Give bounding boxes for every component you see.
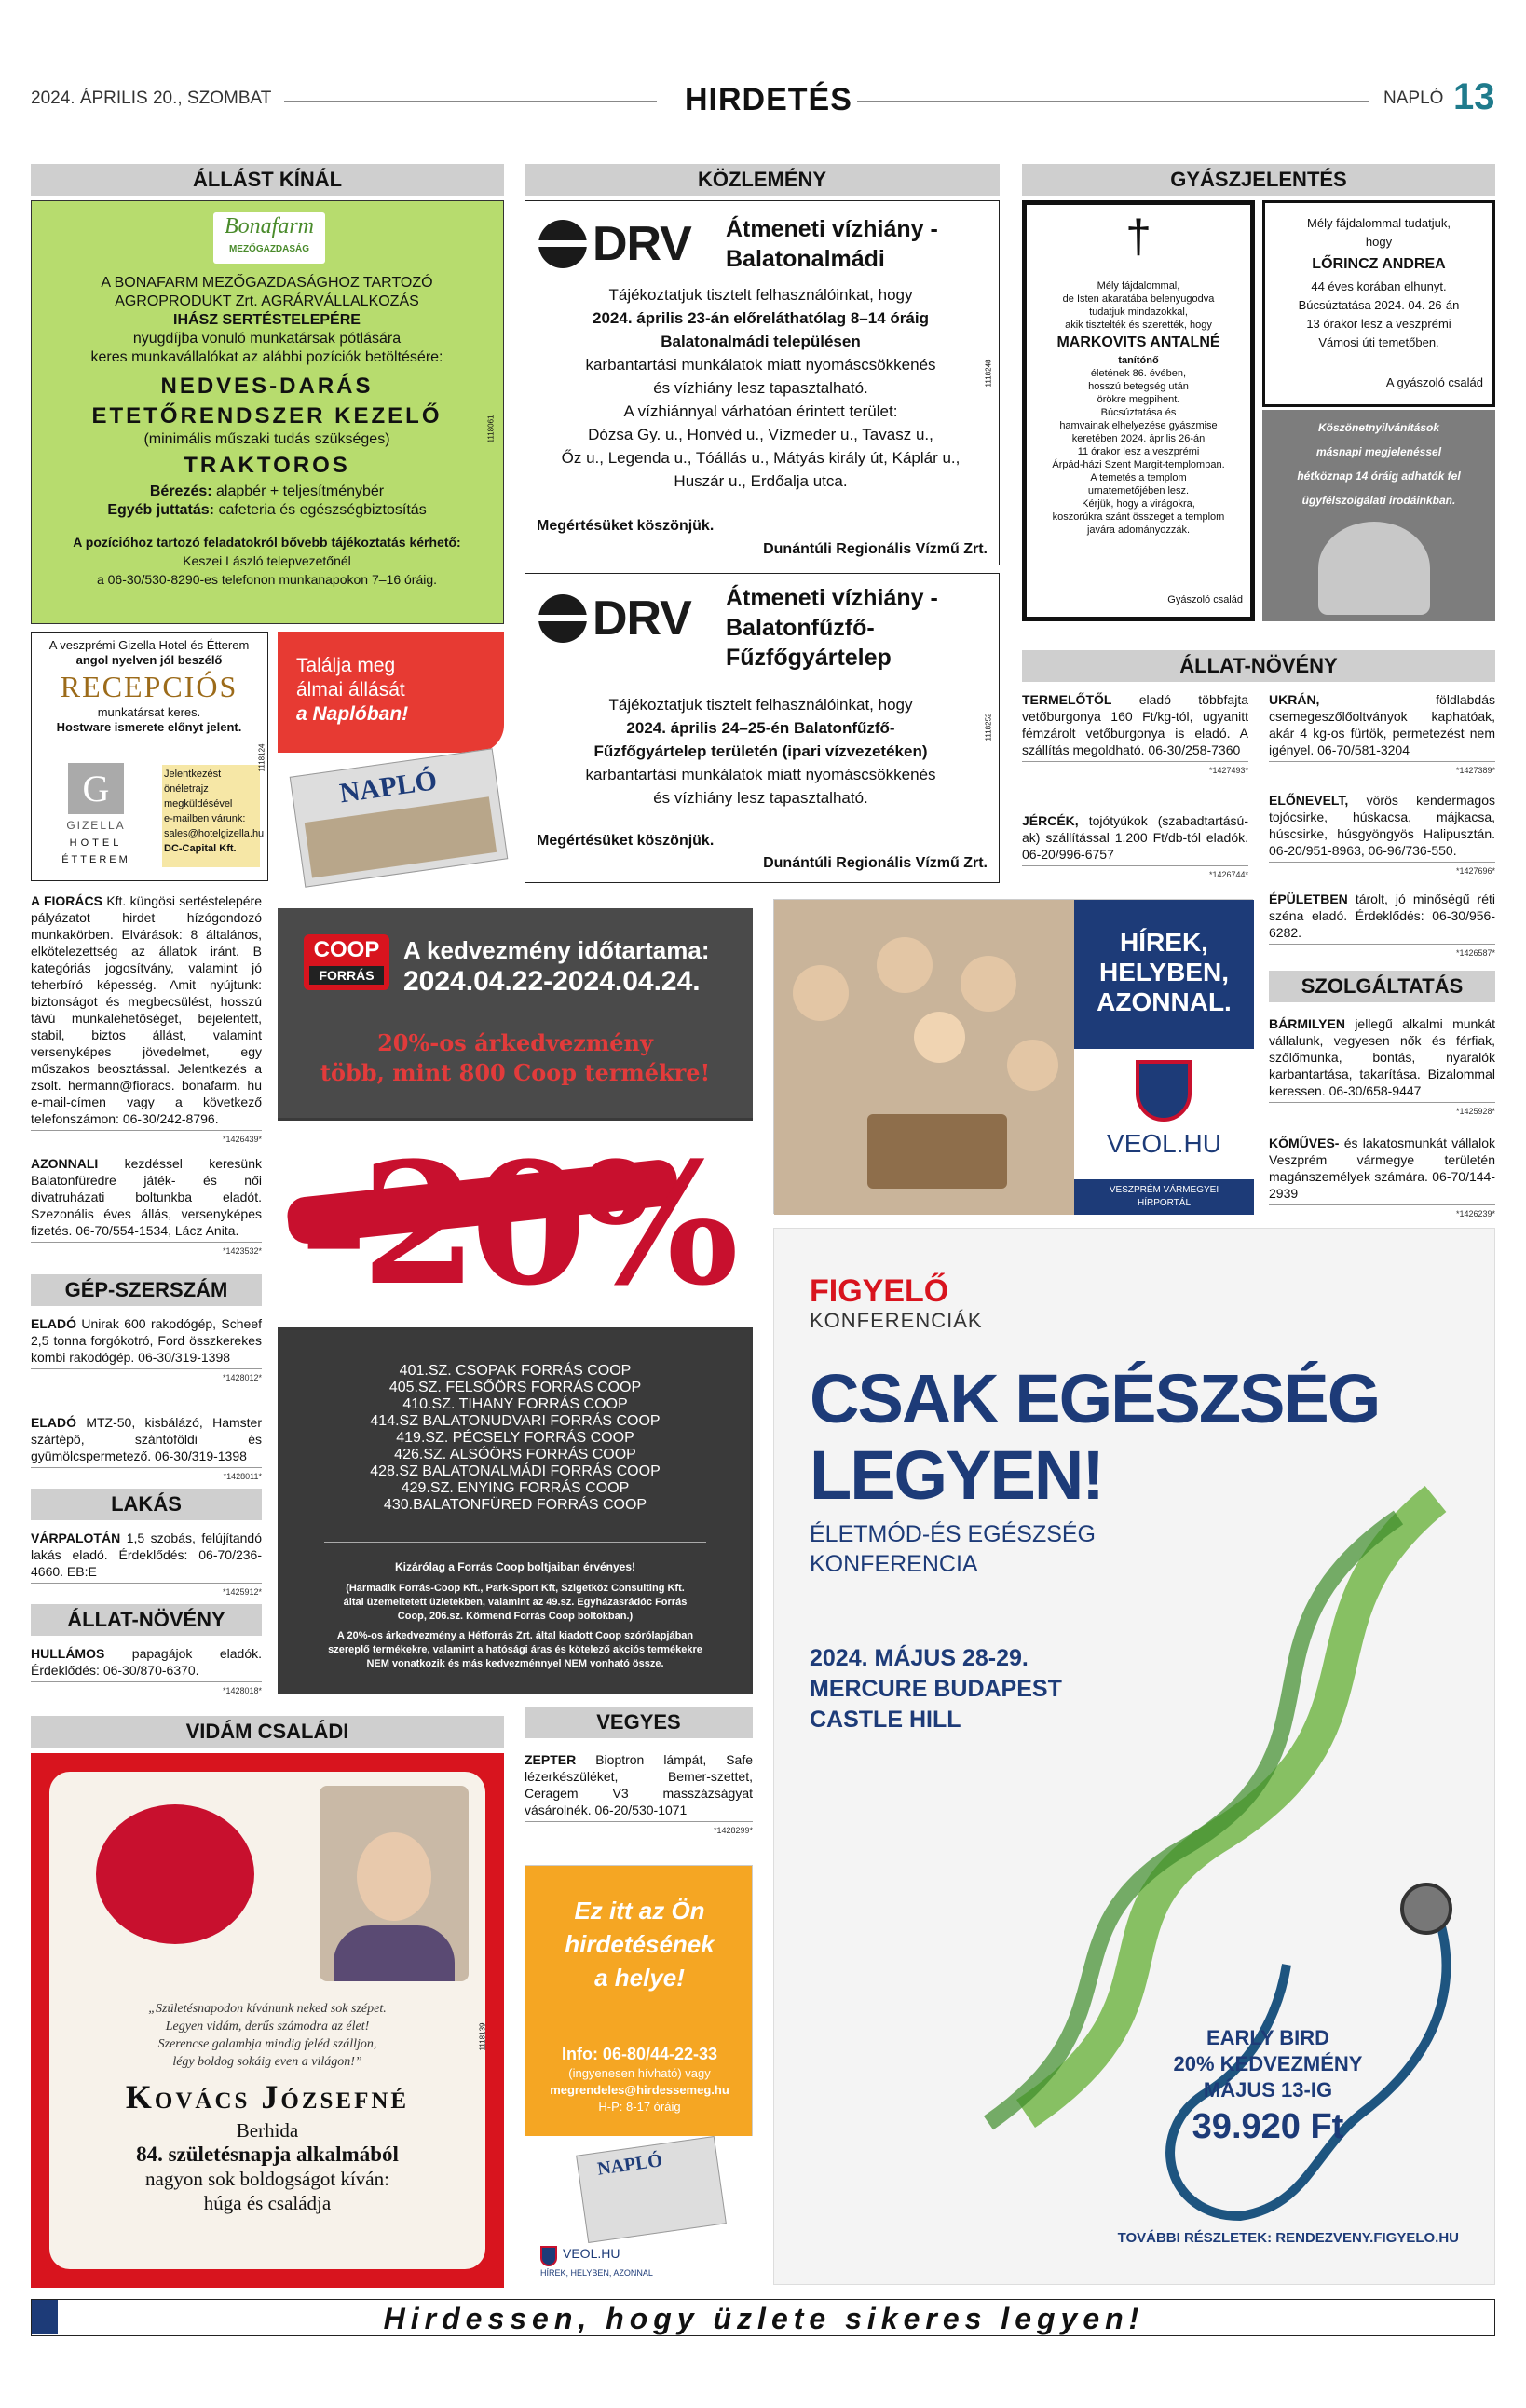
bonafarm-line2: AGROPRODUKT Zrt. AGRÁRVÁLLALKOZÁS (115, 293, 419, 309)
drv1-l6: A vízhiánnyal várhatóan érintett terület: (623, 402, 898, 420)
epuletben-code: *1426587* (1269, 944, 1495, 961)
bonafarm-pos2: ETETŐRENDSZER KEZELŐ (91, 403, 443, 429)
gizella-c4: e-mailben várunk: (164, 813, 246, 824)
obituary-lorincz (1262, 200, 1495, 407)
lakas-text: 1,5 szobás, felújítandó lakás eladó. Érdeklődés: 06-70/236-4660. EB:E (31, 1531, 262, 1579)
naplo-promo-l1: Találja meg (296, 655, 396, 676)
coop-store-8: 429.SZ. ENYING FORRÁS COOP (401, 1480, 630, 1496)
zepter-text: Bioptron lámpát, Safe lézerkészüléket, Bemer-szettet, Ceragem V3 masszázságyat vásárolnék. 06-20/530-1071 (525, 1752, 753, 1817)
classified-lakas (31, 1530, 262, 1600)
g1-l2: de Isten akaratába belenyugodva (1062, 293, 1215, 305)
veol-shield-icon (1136, 1060, 1192, 1122)
g2-l2: hogy (1365, 235, 1393, 249)
drv-logo-1: DRV (593, 217, 691, 271)
hullamos-code: *1428018* (31, 1681, 262, 1699)
drv1-code: 1118248 (984, 359, 993, 388)
bonafarm-line4: nyugdíjba vonuló munkatársak pótlására (132, 331, 402, 347)
barmilyen-code: *1425928* (1269, 1102, 1495, 1120)
adspace-logo-sub: HÍREK, HELYBEN, AZONNAL (540, 2268, 653, 2278)
figyelo-more-link[interactable]: TOVÁBBI RÉSZLETEK: RENDEZVENY.FIGYELO.HU (1117, 2230, 1459, 2246)
bonafarm-line5: keres munkavállalókat az alábbi pozíciók betöltésére: (90, 349, 443, 365)
gizella-big: RECEPCIÓS (60, 670, 238, 703)
drv1-title1: Átmeneti vízhiány - (726, 216, 938, 242)
coop-f4: Coop, 206.sz. Körmend Forrás Coop boltokban.) (397, 1611, 634, 1622)
elonevelt-text: vörös kendermagos tojócsirke, húskacsa, májkacsa, húscsirke, húsgyöngyös Halipusztán. 06-20/951-8963, 06-96/736-550. (1269, 793, 1495, 858)
kosz-l2: másnapi megjelenéssel (1315, 445, 1442, 458)
g1-name: MARKOVITS ANTALNÉ (1056, 334, 1220, 350)
drv1-sign: Dunántúli Regionális Vízmű Zrt. (763, 541, 988, 557)
coop-ad (278, 908, 753, 1694)
g1-l9: hamvainak elhelyezése gyászmise (1059, 420, 1218, 431)
coop-store-9: 430.BALATONFÜRED FORRÁS COOP (383, 1497, 647, 1513)
hullamos-head: HULLÁMOS (31, 1646, 105, 1661)
gep-2-code: *1428011* (31, 1467, 262, 1485)
bonafarm-line3: IHÁSZ SERTÉSTELEPÉRE (173, 312, 361, 328)
coop-f6: szereplő termékekre, valamint a hatósági áras és kötelező akciós termékekre (328, 1644, 702, 1655)
drv2-l4: karbantartási munkálatok miatt nyomáscsökkenés (585, 766, 936, 783)
bonafarm-pos3: TRAKTOROS (184, 453, 350, 478)
jercek-head: JÉRCÉK, (1022, 813, 1079, 828)
zepter-head: ZEPTER (525, 1752, 577, 1767)
elonevelt-head: ELŐNEVELT, (1269, 793, 1349, 808)
naplo-promo-l3: a Naplóban! (296, 703, 409, 725)
gizella-logo-hotel: HOTEL (69, 837, 123, 849)
ukran-code: *1427389* (1269, 761, 1495, 779)
coop-big-discount: -20% (298, 1126, 732, 1323)
figyelo-discount: 20% KEDVEZMÉNY (1173, 2052, 1363, 2075)
g1-l6: hosszú betegség után (1088, 381, 1189, 392)
ad-space-promo (525, 1865, 753, 2289)
gep-1-head: ELADÓ (31, 1316, 76, 1331)
bonafarm-info2: Keszei László telepvezetőnél (183, 553, 351, 568)
gizella-ad (31, 632, 268, 881)
section-lakas: LAKÁS (31, 1489, 262, 1520)
gizella-c1: Jelentkezést (164, 769, 222, 780)
family-photo (774, 900, 1074, 1215)
ukran-text: földlabdás csemegeszőlőoltványok kaphatóak, akár 4 kg-os fürtök, permetezést nem igényel. 06-70/581-3204 (1269, 692, 1495, 757)
gep-2-head: ELADÓ (31, 1415, 76, 1430)
classified-jercek (1022, 812, 1248, 883)
g2-l6: Vámosi úti temetőben. (1318, 335, 1439, 349)
g1-l17: javára adományozzák. (1086, 524, 1191, 536)
adspace-info1: Info: 06-80/44-22-33 (561, 2045, 718, 2063)
gizella-c6: DC-Capital Kft. (164, 843, 237, 854)
drv1-l4: karbantartási munkálatok miatt nyomáscsökkenés (585, 356, 936, 374)
figyelo-conference-ad (773, 1228, 1495, 2285)
section-vidam-csaladi: VIDÁM CSALÁDI (31, 1716, 504, 1748)
coop-store-1: 401.SZ. CSOPAK FORRÁS COOP (399, 1363, 632, 1379)
classified-epuletben (1269, 891, 1495, 961)
adspace-newspaper-masthead: NAPLÓ (595, 2150, 664, 2180)
drv2-title1: Átmeneti vízhiány - (726, 585, 938, 611)
bonafarm-line1: A BONAFARM MEZŐGAZDASÁGHOZ TARTOZÓ (101, 275, 433, 291)
coop-subtitle1: 20%-os árkedvezmény (377, 1029, 653, 1056)
figyelo-date: 2024. MÁJUS 28-29. (810, 1645, 1029, 1671)
drv1-title2: Balatonalmádi (726, 246, 885, 272)
g1-l16: koszorúkra szánt összeget a templom (1052, 511, 1225, 523)
bonafarm-info1: A pozícióhoz tartozó feladatokról bővebb tájékoztatás kérhető: (73, 535, 461, 550)
g1-l15: Kérjük, hogy a virágokra, (1082, 498, 1195, 510)
gizella-logo-icon: G (68, 763, 124, 814)
section-allat-novenyi-left: ÁLLAT-NÖVÉNY (31, 1604, 262, 1636)
birthday-l3: húga és családja (203, 2192, 332, 2214)
gizella-l2: angol nyelven jól beszélő (75, 653, 223, 667)
gizella-logo-name: GIZELLA (66, 819, 126, 832)
drv1-l8: Őz u., Legenda u., Tóállás u., Mátyás király út, Káplár u., (561, 449, 961, 467)
termelotol-head: TERMELŐTŐL (1022, 692, 1112, 707)
termelotol-code: *1427493* (1022, 761, 1248, 779)
header-section: HIRDETÉS (685, 82, 852, 117)
g1-l8: Búcsúztatása és (1100, 407, 1177, 418)
birthday-name: Kovács Józsefné (125, 2078, 410, 2116)
adspace-info2: (ingyenesen hívható) vagy (568, 2066, 711, 2080)
birthday-l1: 84. születésnapja alkalmából (136, 2143, 399, 2166)
newspaper-masthead: NAPLÓ (337, 765, 440, 809)
g2-l1: Mély fájdalommal tudatjuk, (1307, 216, 1451, 230)
figyelo-price: 39.920 Ft (1192, 2107, 1344, 2146)
classified-azonnali (31, 1155, 262, 1259)
bonafarm-b2-label: Egyéb juttatás: (107, 502, 214, 518)
classified-gep-2 (31, 1414, 262, 1485)
gep-1-code: *1428012* (31, 1368, 262, 1386)
naplo-promo-l2: álmai állását (296, 679, 405, 701)
figyelo-sub1: ÉLETMÓD-ÉS EGÉSZSÉG (810, 1521, 1097, 1547)
bonafarm-logo-sub: MEZŐGAZDASÁG (228, 244, 310, 254)
coop-store-7: 428.SZ BALATONALMÁDI FORRÁS COOP (370, 1463, 661, 1479)
drv1-l3: Balatonalmádi településen (661, 333, 861, 350)
section-allat-novenyi-right: ÁLLAT-NÖVÉNY (1022, 650, 1495, 682)
g1-l14: urnatemetőjében lesz. (1087, 485, 1190, 497)
classified-termelotol (1022, 691, 1248, 779)
barmilyen-head: BÁRMILYEN (1269, 1016, 1345, 1031)
koszonetnyilvanitas-ad (1262, 410, 1495, 621)
drv2-thanks: Megértésüket köszönjük. (537, 833, 715, 849)
coop-f5: A 20%-os árkedvezmény a Hétforrás Zrt. által kiadott Coop szórólapjában (336, 1630, 694, 1641)
komuves-text: és lakatosmunkát vállalok Veszprém vármegye területén magánszemélyek számára. 06-70/144-2939 (1269, 1136, 1495, 1201)
gizella-code: 1118124 (257, 743, 266, 772)
figyelo-venue1: MERCURE BUDAPEST (810, 1676, 1062, 1702)
rose-bow-image (96, 1804, 254, 1944)
elonevelt-code: *1427696* (1269, 862, 1495, 879)
ukran-head: UKRÁN, (1269, 692, 1320, 707)
g1-l1: Mély fájdalommal, (1097, 280, 1180, 292)
g1-sign: Gyászoló család (1167, 594, 1243, 605)
veol-sub: VESZPRÉM VÁRMEGYEI (1109, 1185, 1219, 1195)
coop-store-4: 414.SZ BALATONUDVARI FORRÁS COOP (370, 1413, 661, 1429)
figyelo-early-bird: EARLY BIRD (1206, 2026, 1330, 2049)
adspace-h1: Ez itt az Ön (574, 1897, 705, 1925)
gizella-l3: munkatársat keres. (97, 705, 201, 719)
section-allast-kinal: ÁLLÁST KÍNÁL (31, 164, 504, 196)
coop-store-3: 410.SZ. TIHANY FORRÁS COOP (402, 1396, 628, 1412)
g1-l10: keretében 2024. április 26-án (1071, 433, 1206, 444)
komuves-head: KŐMŰVES- (1269, 1136, 1340, 1150)
veol-h3: AZONNAL. (1097, 987, 1232, 1016)
header-date: 2024. ÁPRILIS 20., SZOMBAT (31, 88, 272, 108)
veol-h1: HÍREK, (1120, 928, 1208, 957)
coop-subtitle2: több, mint 800 Coop termékre! (320, 1059, 711, 1086)
coop-logo-text: COOP (313, 937, 380, 962)
fioracs-text: Kft. küngösi sertéstelepére pályázatot hirdet hízógondozó munkakörben. Elvárások: 8 általános, elkötelezettség az állatok iránt. B kategóriás jogosítvány, valamint jó teherbíró képesség. Amit nyújtunk: biztonságot és megbecsülést, hosszú távú munkalehetőséget, bejelentett, stabil, biztos állást, valamint versenyképes jövedelmet, egy műszakos beosztással. Jelentkezés a zsolt. hermann@fioracs. bonafarm. hu e-mail-címen vagy a következő telefonszámon: 06-30/242-8796. (31, 893, 262, 1126)
g1-l12: Árpád-házi Szent Margit-templomban. (1052, 459, 1225, 470)
veol-ad (773, 899, 1253, 1214)
header-page-number: 13 (1453, 76, 1495, 117)
fioracs-code: *1426439* (31, 1130, 262, 1148)
birthday-code: 1118139 (478, 2022, 487, 2051)
classified-barmilyen (1269, 1015, 1495, 1120)
g1-l5: életének 86. évében, (1090, 368, 1187, 379)
drv1-l5: és vízhiány lesz tapasztalható. (653, 379, 868, 397)
gizella-l1: A veszprémi Gizella Hotel és Étterem (48, 638, 250, 652)
veol-h2: HELYBEN, (1098, 958, 1229, 986)
coop-f7: NEM vonatkozik és más kedvezménnyel NEM vonható össze. (366, 1658, 664, 1669)
figyelo-sub2: KONFERENCIA (810, 1551, 978, 1577)
coop-period: 2024.04.22-2024.04.24. (403, 966, 701, 997)
drv1-l7: Dózsa Gy. u., Honvéd u., Vízmeder u., Tavasz u., (588, 426, 933, 443)
classified-hullamos (31, 1645, 262, 1699)
gizella-c3: megküldésével (164, 798, 233, 809)
footer-slogan: Hirdessen, hogy üzlete sikeres legyen! (383, 2302, 1145, 2335)
coop-store-2: 405.SZ. FELSŐÖRS FORRÁS COOP (388, 1380, 642, 1395)
classified-komuves (1269, 1135, 1495, 1222)
birthday-q2: Legyen vidám, derűs számodra az élet! (165, 2020, 370, 2034)
classified-zepter (525, 1751, 753, 1839)
drv-notice-2 (525, 573, 1000, 883)
birthday-l2: nagyon sok boldogságot kíván: (145, 2168, 389, 2190)
birthday-q3: Szerencse galambja mindig feléd szálljon, (157, 2037, 377, 2051)
gep-1-text: Unirak 600 rakodógép, Scheef 2,5 tonna forgókotró, Ford összkerekes kombi rakodógép. 06-30/319-1398 (31, 1316, 263, 1365)
drv1-l1: Tájékoztatjuk tisztelt felhasználóinkat, hogy (608, 286, 913, 304)
birthday-place: Berhida (236, 2119, 299, 2142)
cross-icon: † (1125, 211, 1151, 263)
g1-occ: tanítónő (1118, 355, 1159, 366)
azonnali-text: kezdéssel keresünk Balatonfüredre játék- és női divatruházati boltunkba eladót. Szezonális éves állás, versenyképes fizetés. 06-70/554-1534, Lácz Anita. (31, 1156, 263, 1238)
gizella-logo (45, 763, 147, 873)
section-gyaszjelentes: GYÁSZJELENTÉS (1022, 164, 1495, 196)
drv2-sign: Dunántúli Regionális Vízmű Zrt. (763, 855, 988, 871)
bonafarm-pos1: NEDVES-DARÁS (160, 374, 374, 399)
figyelo-title2: LEGYEN! (810, 1436, 1103, 1514)
drv2-title3: Fűzfőgyártelep (726, 645, 892, 671)
drv1-thanks: Megértésüket köszönjük. (537, 518, 715, 534)
bonafarm-b1: alapbér + teljesítménybér (216, 483, 385, 499)
zepter-code: *1428299* (525, 1821, 753, 1839)
drv2-l1: Tájékoztatjuk tisztelt felhasználóinkat, hogy (608, 696, 913, 714)
drv2-l2: 2024. április 24–25-én Balatonfűzfő- (626, 719, 895, 737)
g1-l3: tudatjuk mindazokkal, (1089, 306, 1188, 318)
kosz-l3: hétköznap 14 óráig adhatók fel (1297, 469, 1461, 483)
section-szolgaltatas: SZOLGÁLTATÁS (1269, 971, 1495, 1002)
lakas-head: VÁRPALOTÁN (31, 1531, 121, 1545)
bonafarm-logo: Bonafarm (225, 214, 314, 238)
adspace-veol-icon (540, 2246, 557, 2266)
angel-statue-image (1318, 522, 1430, 615)
g1-l7: örökre megpihent. (1097, 394, 1180, 405)
lakas-code: *1425912* (31, 1583, 262, 1600)
g2-sign: A gyászoló család (1385, 375, 1483, 389)
azonnali-code: *1423532* (31, 1242, 262, 1259)
drv1-l2: 2024. április 23-án előreláthatólag 8–14 óráig (593, 309, 929, 327)
bonafarm-b2: cafeteria és egészségbiztosítás (218, 502, 427, 518)
coop-f3: által üzemeltetett üzletekben, valamint az 49.sz. Egyházasrádóc Forrás (343, 1597, 688, 1608)
bonafarm-ad (31, 200, 504, 624)
gep-2-text: MTZ-50, kisbálázó, Hamster szártépő, szántóföldi és gyümölcspermetező. 06-30/319-1398 (31, 1415, 263, 1463)
veol-sub2: HÍRPORTÁL (1137, 1198, 1192, 1208)
birthday-q1: „Születésnapodon kívánunk neked sok szépet. (148, 2002, 387, 2016)
adspace-h3: a helye! (594, 1964, 685, 1992)
adspace-email[interactable]: megrendeles@hirdessemeg.hu (550, 2083, 729, 2097)
bonafarm-b1-label: Bérezés: (149, 483, 212, 499)
footer-slogan-bar (31, 2299, 1495, 2336)
birthday-ad (31, 1753, 504, 2288)
coop-f1: Kizárólag a Forrás Coop boltjaiban érvényes! (394, 1560, 636, 1573)
figyelo-title1: CSAK EGÉSZSÉG (810, 1360, 1380, 1437)
epuletben-head: ÉPÜLETBEN (1269, 891, 1348, 906)
gizella-l4: Hostware ismerete előnyt jelent. (56, 720, 242, 734)
newspaper-image (290, 748, 509, 887)
coop-period-label: A kedvezmény időtartama: (403, 936, 710, 964)
gizella-c2: önéletrajz (164, 783, 209, 795)
coop-logo-sub: FORRÁS (309, 966, 384, 985)
adspace-logo: VEOL.HU (563, 2246, 620, 2261)
komuves-code: *1426239* (1269, 1204, 1495, 1222)
termelotol-text: eladó többfajta vetőburgonya 160 Ft/kg-tól, ugyanitt fémzárolt vetőburgonya is eladó. A szállítás megoldható. 06-30/258-7360 (1022, 692, 1248, 757)
bonafarm-pos2-sub: (minimális műszaki tudás szükséges) (143, 431, 390, 447)
birthday-q4: légy boldog sokáig even a világon!” (172, 2055, 362, 2069)
g1-l4: akik tisztelték és szerették, hogy (1065, 320, 1212, 331)
gizella-email[interactable]: sales@hotelgizella.hu (164, 828, 265, 839)
g2-l4: Búcsúztatása 2024. 04. 26-án (1298, 298, 1460, 312)
jercek-text: tojótyúkok (szabadtartású-ak) szállítással 1.200 Ft/db-tól eladók. 06-20/996-6757 (1022, 813, 1248, 862)
drv2-code: 1118252 (984, 713, 993, 741)
adspace-h2: hirdetésének (565, 1930, 715, 1958)
kosz-l4: ügyfélszolgálati irodáinkban. (1301, 494, 1456, 507)
section-gep-szerszam: GÉP-SZERSZÁM (31, 1274, 262, 1306)
barmilyen-text: jellegű alkalmi munkát vállalunk, vegyesen nők és férfiak, szőlőmunka, bontás, nyaralók karbantartása, takarítása. Bizalommal keressen. 06-30/658-9447 (1269, 1016, 1496, 1098)
drv-logo-2: DRV (593, 592, 691, 646)
veol-logo: VEOL.HU (1107, 1129, 1221, 1158)
drv2-l3: Fűzfőgyártelep területén (ipari vízvezetéken) (593, 742, 928, 760)
g2-l3: 44 éves korában elhunyt. (1311, 279, 1447, 293)
hullamos-text: papagájok eladók. Érdeklődés: 06-30/870-6370. (31, 1646, 262, 1678)
epuletben-text: tárolt, jó minőségű réti széna eladó. Érdeklődés: 06-30/956-6282. (1269, 891, 1496, 940)
kosz-l1: Köszönetnyilvánítások (1317, 421, 1440, 434)
bonafarm-code: 1118061 (486, 415, 496, 443)
adspace-hours: H-P: 8-17 óráig (598, 2100, 681, 2114)
g1-l13: A temetés a templom (1090, 472, 1187, 483)
drv-notice-1 (525, 200, 1000, 565)
azonnali-head: AZONNALI (31, 1156, 99, 1171)
drv2-l5: és vízhiány lesz tapasztalható. (653, 789, 868, 807)
g2-name: LŐRINCZ ANDREA (1312, 256, 1446, 272)
page-header (0, 0, 1526, 140)
coop-f2: (Harmadik Forrás-Coop Kft., Park-Sport Kft, Szigetköz Consulting Kft. (346, 1583, 685, 1594)
classified-elonevelt (1269, 792, 1495, 879)
coop-store-5: 419.SZ. PÉCSELY FORRÁS COOP (396, 1430, 634, 1446)
bonafarm-info3: a 06-30/530-8290-es telefonon munkanapokon 7–16 óráig. (96, 572, 438, 587)
figyelo-brand2: KONFERENCIÁK (810, 1309, 983, 1332)
coop-store-6: 426.SZ. ALSÓÖRS FORRÁS COOP (394, 1447, 636, 1462)
g1-l11: 11 órakor lesz a veszprémi (1077, 446, 1200, 457)
drv2-title2: Balatonfűzfő- (726, 615, 875, 641)
fioracs-head: A FIORÁCS (31, 893, 102, 908)
figyelo-venue2: CASTLE HILL (810, 1707, 961, 1733)
g2-l5: 13 órakor lesz a veszprémi (1306, 317, 1451, 331)
classified-fioracs (31, 892, 262, 1148)
jercek-code: *1426744* (1022, 865, 1248, 883)
obituary-markovits (1022, 200, 1255, 621)
classified-ukran (1269, 691, 1495, 779)
header-paper: NAPLÓ (1383, 88, 1444, 108)
birthday-portrait (320, 1786, 469, 1981)
drv1-l9: Huszár u., Erdőalja utca. (674, 472, 848, 490)
figyelo-brand: FIGYELŐ (810, 1273, 949, 1309)
gizella-logo-etterem: ÉTTEREM (61, 854, 130, 865)
classified-gep-1 (31, 1315, 262, 1386)
figyelo-deadline: MÁJUS 13-IG (1203, 2078, 1333, 2102)
section-kozlemeny: KÖZLEMÉNY (525, 164, 1000, 196)
section-vegyes: VEGYES (525, 1707, 753, 1738)
coop-logo (304, 934, 389, 990)
naplo-promo-ad (278, 632, 504, 881)
